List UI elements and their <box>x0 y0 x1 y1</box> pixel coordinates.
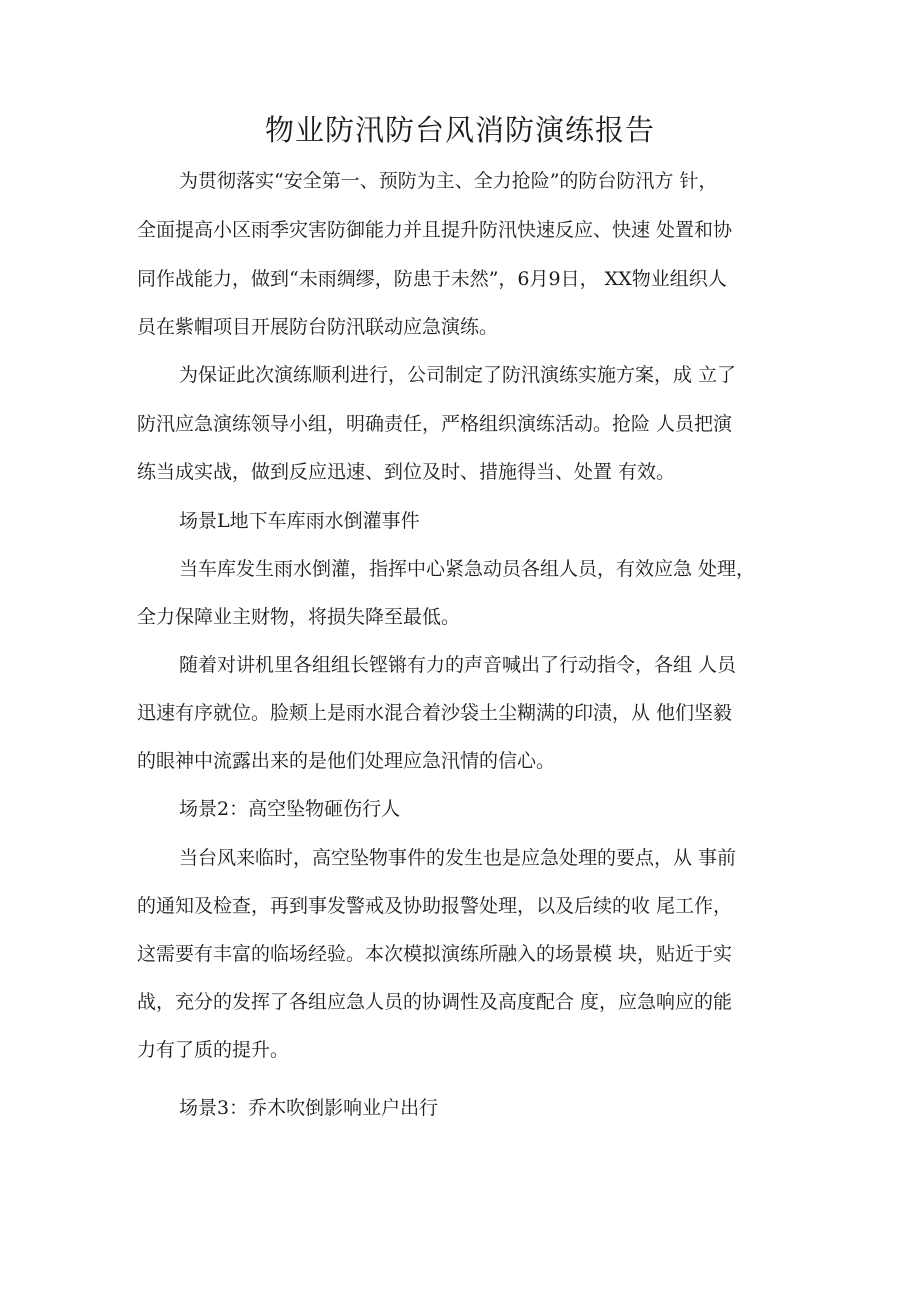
paragraph-line: 防汛应急演练领导小组，明确责任，严格组织演练活动。抢险 人员把演 <box>137 413 733 435</box>
paragraph-line: 为保证此次演练顺利进行，公司制定了防汛演练实施方案，成 立了 <box>179 364 737 386</box>
document-title: 物业防汛防台风消防演练报告 <box>264 113 655 147</box>
paragraph-line: 迅速有序就位。脸颊上是雨水混合着沙袋土尘糊满的印渍，从 他们坚毅 <box>137 702 733 724</box>
scene-heading: 场景2：高空坠物砸伤行人 <box>179 798 401 820</box>
paragraph-line: 全力保障业主财物，将损失降至最低。 <box>137 606 461 628</box>
paragraph-line: 的通知及检查，再到事发警戒及协助报警处理，以及后续的收 尾工作， <box>137 895 733 917</box>
scene-heading: 场景L地下车库雨水倒灌事件 <box>179 510 420 532</box>
paragraph-line: 力有了质的提升。 <box>137 1039 290 1061</box>
paragraph-line: 练当成实战，做到反应迅速、到位及时、措施得当、处置 有效。 <box>137 461 676 483</box>
paragraph-line: 员在紫帽项目开展防台防汛联动应急演练。 <box>137 316 499 338</box>
paragraph-line: 同作战能力，做到“未雨绸缪，防患于未然”，6月9日， XX物业组织人 <box>137 268 727 290</box>
paragraph-line: 随着对讲机里各组组长铿锵有力的声音喊出了行动指令，各组 人员 <box>179 654 737 676</box>
scene-heading: 场景3：乔木吹倒影响业户出行 <box>179 1097 439 1119</box>
paragraph-line: 战，充分的发挥了各组应急人员的协调性及高度配合 度，应急响应的能 <box>137 991 733 1013</box>
paragraph-line: 当车库发生雨水倒灌，指挥中心紧急动员各组人员，有效应急 处理， <box>179 558 756 580</box>
paragraph-line: 为贯彻落实“安全第一、预防为主、全力抢险”的防台防汛方 针， <box>179 170 718 192</box>
paragraph-line: 全面提高小区雨季灾害防御能力并且提升防汛快速反应、快速 处置和协 <box>137 219 733 241</box>
paragraph-line: 的眼神中流露出来的是他们处理应急汛情的信心。 <box>137 750 556 772</box>
paragraph-line: 这需要有丰富的临场经验。本次模拟演练所融入的场景模 块，贴近于实 <box>137 943 733 965</box>
paragraph-line: 当台风来临时，高空坠物事件的发生也是应急处理的要点，从 事前 <box>179 847 737 869</box>
